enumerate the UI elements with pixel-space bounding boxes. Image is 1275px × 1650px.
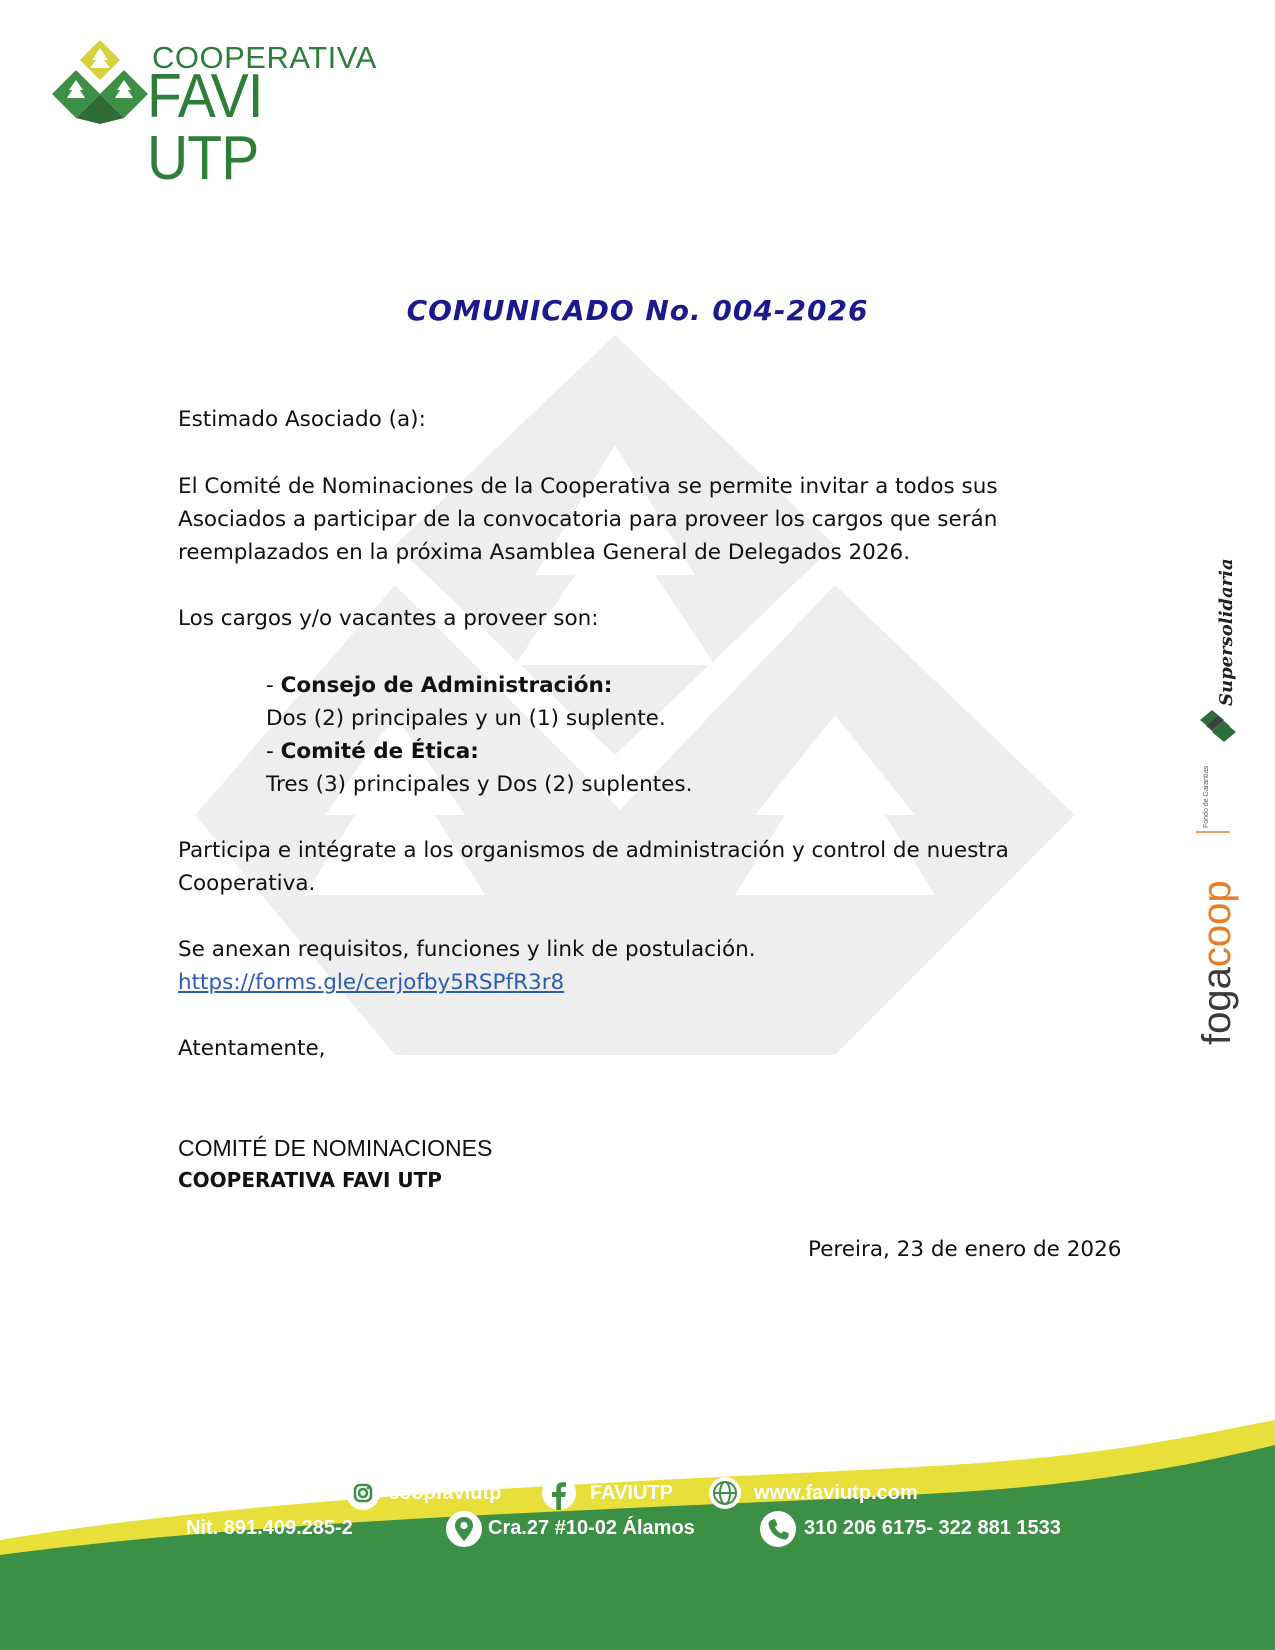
globe-icon[interactable]	[708, 1476, 742, 1510]
address: Cra.27 #10-02 Álamos	[488, 1517, 695, 1539]
location-pin-icon	[446, 1510, 482, 1548]
document-title: COMUNICADO No. 004-2026	[406, 294, 869, 327]
cooperative-logo	[52, 38, 392, 193]
facebook-icon[interactable]	[542, 1476, 576, 1510]
position-2-heading	[266, 734, 479, 769]
website-link[interactable]: www.faviutp.com	[754, 1482, 918, 1504]
position-1-detail: Dos (2) principales y un (1) suplente.	[266, 706, 666, 731]
supersolidaria-logo	[1190, 558, 1250, 758]
nit-number: Nit. 891.409.285-2	[186, 1517, 353, 1539]
positions-intro: Los cargos y/o vacantes a proveer son:	[178, 606, 599, 631]
intro-line-3: reemplazados en la próxima Asamblea General de Delegados 2026.	[178, 540, 911, 565]
application-link[interactable]: https://forms.gle/cerjofby5RSPfR3r8	[178, 970, 565, 995]
logo-bottom-text: FAVI UTP	[147, 62, 263, 193]
instagram-handle[interactable]: coopfaviutp	[388, 1482, 502, 1504]
tree-diamonds-icon	[52, 38, 152, 126]
facebook-page[interactable]: FAVIUTP	[590, 1482, 673, 1504]
position-1-name: Consejo de Administración:	[280, 673, 613, 698]
position-1-heading	[266, 668, 612, 703]
phone-icon	[760, 1510, 796, 1548]
signature-cooperative: COOPERATIVA FAVI UTP	[178, 1168, 442, 1192]
instagram-icon[interactable]	[346, 1476, 380, 1510]
greeting: Estimado Asociado (a):	[178, 407, 426, 432]
invite-line-1: Participa e intégrate a los organismos de administración y control de nuestra	[178, 838, 1009, 863]
position-1-dash: -	[266, 673, 281, 698]
logo-top-text: COOPERATIVA	[152, 40, 377, 75]
fogacoop-text: fogacoop	[1195, 880, 1239, 1045]
intro-line-2: Asociados a participar de la convocatoria para proveer los cargos que serán	[178, 507, 998, 532]
invite-line-2: Cooperativa.	[178, 871, 316, 896]
fogacoop-logo	[1190, 765, 1250, 1050]
signature-committee: COMITÉ DE NOMINACIONES	[178, 1135, 493, 1161]
phone-numbers: 310 206 6175- 322 881 1533	[804, 1517, 1061, 1539]
closing: Atentamente,	[178, 1036, 326, 1061]
position-2-dash: -	[266, 739, 281, 764]
intro-line-1: El Comité de Nominaciones de la Cooperativa se permite invitar a todos sus	[178, 474, 998, 499]
position-2-detail: Tres (3) principales y Dos (2) suplentes.	[266, 772, 693, 797]
fogacoop-caption: Fondo de Garantías	[1203, 765, 1210, 828]
footer	[0, 1420, 1275, 1650]
position-2-name: Comité de Ética:	[280, 739, 479, 764]
place-date: Pereira, 23 de enero de 2026	[808, 1237, 1122, 1262]
attachments-text: Se anexan requisitos, funciones y link de postulación.	[178, 937, 756, 962]
supersolidaria-text: Supersolidaria	[1216, 558, 1237, 706]
